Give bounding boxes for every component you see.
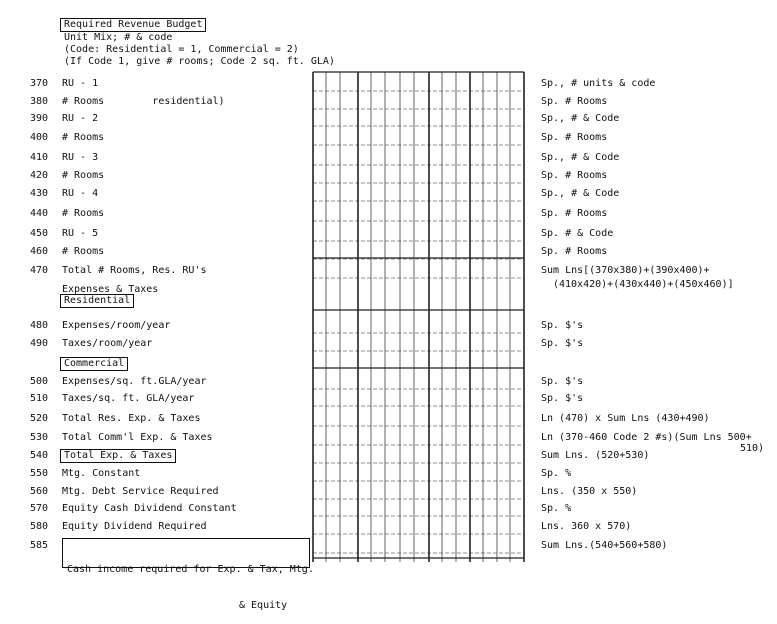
line-number: 510 — [29, 393, 48, 404]
row-formula: Sp., # & Code — [541, 152, 620, 163]
row-label: Total Comm'l Exp. & Taxes — [62, 432, 213, 443]
line-number: 580 — [29, 521, 48, 532]
line-number: 430 — [29, 188, 48, 199]
row-label: Equity Dividend Required — [62, 521, 207, 532]
row-label: Mtg. Debt Service Required — [62, 486, 219, 497]
row-formula: Sp. $'s — [541, 376, 584, 387]
line-number: 420 — [29, 170, 48, 181]
row-formula: Sum Lns[(370x380)+(390x400)+ — [541, 265, 710, 276]
line-number: 540 — [29, 450, 48, 461]
line-number: 450 — [29, 228, 48, 239]
row-formula: Ln (370-460 Code 2 #s)(Sum Lns 500+ — [541, 432, 752, 443]
row-label: RU - 5 — [62, 228, 99, 239]
row-formula: Sp. % — [541, 503, 572, 514]
section-residential: Residential — [60, 294, 134, 308]
row-label: Expenses/room/year — [62, 320, 171, 331]
row-formula: Sp. # Rooms — [541, 170, 608, 181]
row-formula: Sp. # Rooms — [541, 246, 608, 257]
row-label: Taxes/room/year — [62, 338, 153, 349]
row-formula: Sum Lns. (520+530) — [541, 450, 650, 461]
row-label: Total Res. Exp. & Taxes — [62, 413, 201, 424]
row-label: Cash income required for Exp. & Tax, Mtg. — [67, 564, 314, 575]
section-expenses-taxes: Expenses & Taxes — [62, 284, 159, 295]
row-formula-continuation: 510) — [740, 443, 765, 454]
line-number: 560 — [29, 486, 48, 497]
row-formula: Sp. # Rooms — [541, 208, 608, 219]
row-formula: Lns. (350 x 550) — [541, 486, 638, 497]
row-formula: Sp. $'s — [541, 393, 584, 404]
row-formula: Sp., # & Code — [541, 113, 620, 124]
row-label: Expenses/sq. ft.GLA/year — [62, 376, 207, 387]
code-note: (Code: Residential = 1, Commercial = 2) — [64, 44, 299, 55]
row-label: RU - 3 — [62, 152, 99, 163]
line-number: 530 — [29, 432, 48, 443]
row-formula: Sp. # Rooms — [541, 132, 608, 143]
row-label: # Rooms — [62, 132, 105, 143]
row-formula-continuation: (410x420)+(430x440)+(450x460)] — [553, 279, 734, 290]
row-formula: Sp. # Rooms — [541, 96, 608, 107]
row-label: # Rooms — [62, 246, 105, 257]
row-formula: Sp. % — [541, 468, 572, 479]
line-number: 410 — [29, 152, 48, 163]
row-formula: Lns. 360 x 570) — [541, 521, 632, 532]
row-formula: Sp. $'s — [541, 338, 584, 349]
row-label: RU - 4 — [62, 188, 99, 199]
page-title: Required Revenue Budget — [60, 18, 206, 32]
row-label: Total Exp. & Taxes — [60, 449, 176, 463]
row-formula: Ln (470) x Sum Lns (430+490) — [541, 413, 710, 424]
row-label: # Rooms — [62, 170, 105, 181]
section-commercial: Commercial — [60, 357, 128, 371]
line-number: 500 — [29, 376, 48, 387]
row-formula: Sp., # & Code — [541, 188, 620, 199]
line-number: 460 — [29, 246, 48, 257]
line-number: 380 — [29, 96, 48, 107]
row-formula: Sum Lns.(540+560+580) — [541, 540, 668, 551]
line-number: 400 — [29, 132, 48, 143]
code-note-2: (If Code 1, give # rooms; Code 2 sq. ft. GLA) — [64, 56, 335, 67]
row-label: # Rooms — [62, 208, 105, 219]
row-formula: Sp., # units & code — [541, 78, 656, 89]
line-number: 520 — [29, 413, 48, 424]
row-formula: Sp. $'s — [541, 320, 584, 331]
row-label: RU - 1 — [62, 78, 99, 89]
line-number: 490 — [29, 338, 48, 349]
row-formula: Sp. # & Code — [541, 228, 614, 239]
row-label: Taxes/sq. ft. GLA/year — [62, 393, 195, 404]
row-label: # Rooms residential) — [62, 96, 225, 107]
row-label: RU - 2 — [62, 113, 99, 124]
line-number: 570 — [29, 503, 48, 514]
line-number: 470 — [29, 265, 48, 276]
line-number: 480 — [29, 320, 48, 331]
line-number: 585 — [29, 540, 48, 551]
line-number: 370 — [29, 78, 48, 89]
unit-mix-label: Unit Mix; # & code — [64, 32, 173, 43]
row-label: Mtg. Constant — [62, 468, 141, 479]
line-number: 440 — [29, 208, 48, 219]
row-label: Equity Cash Dividend Constant — [62, 503, 237, 514]
line-number: 550 — [29, 468, 48, 479]
row-label: Total # Rooms, Res. RU's — [62, 265, 207, 276]
line-number: 390 — [29, 113, 48, 124]
row-label-continuation: & Equity — [239, 600, 288, 611]
